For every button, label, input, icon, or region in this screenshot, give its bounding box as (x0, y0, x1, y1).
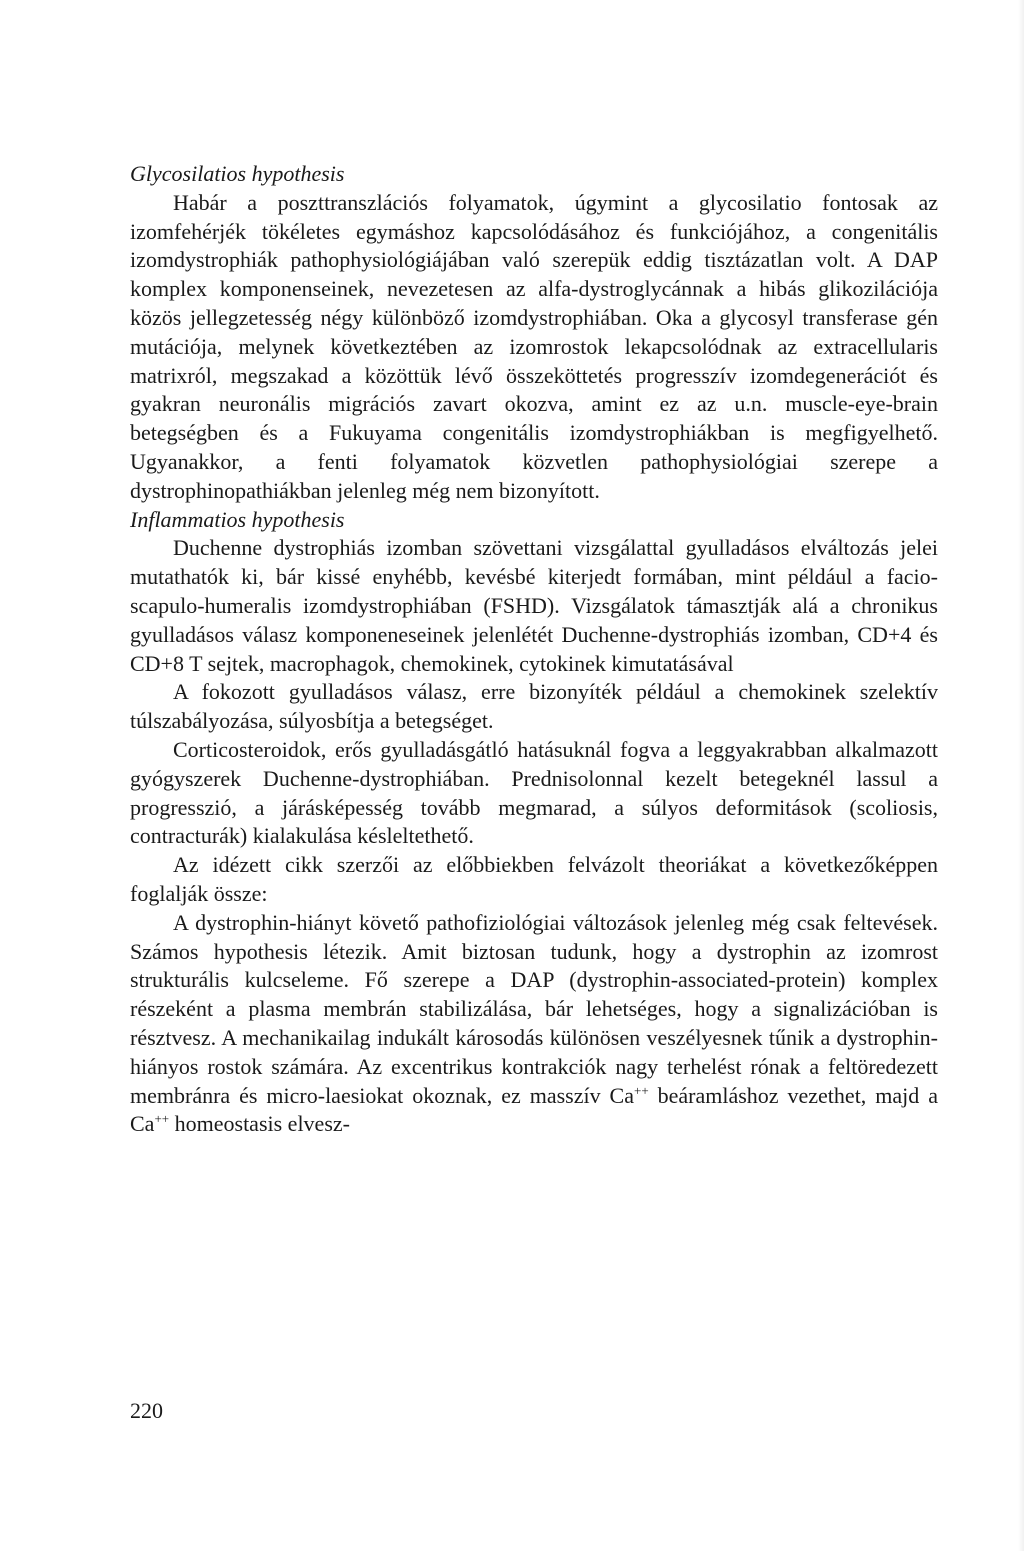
paragraph-inflammatios-1: Duchenne dystrophiás izomban szövettani vizsgálattal gyulladásos elváltozás jelei mutathatók ki, bár kissé enyhébb, kevésbé kiterjedt formában, mint például a facio-scapulo-humeralis izomdystrophiában (FSHD). Vizsgálatok támasztják alá a chronikus gyulladásos válasz komponeneseinek jelenlétét Duchenne-dystrophiás izomban, CD+4 és CD+8 T sejtek, macrophagok, chemokinek, cytokinek kimutatásával (130, 535, 938, 676)
calcium-charge-superscript: ++ (154, 1111, 170, 1127)
paragraph-summary (130, 909, 938, 1139)
paragraph-inflammatios-3: Corticosteroidok, erős gyulladásgátló hatásuknál fogva a leggyakrabban alkalmazott gyógyszerek Duchenne-dystrophiában. Prednisolonnal kezelt betegeknél lassul a progresszió, a járásképesség tovább megmarad, a súlyos deformitások (scoliosis, contracturák) kialakulása késleltethető. (130, 736, 938, 849)
calcium-charge-superscript: ++ (633, 1082, 649, 1098)
section-heading-inflammatios: Inflammatios hypothesis (130, 506, 345, 532)
scan-edge-shadow (1018, 0, 1024, 1551)
summary-text-1: A dystrophin-hiányt követő pathofiziológiai változások jelenleg még csak feltevések. Számos hypothesis létezik. Amit biztosan tudunk, hogy a dystrophin az izomrost strukturális kulcseleme. Fő szerepe a DAP (dystrophin-associated-protein) komplex részeként a plasma membrán stabilizálása, bár lehetséges, hogy a signalizációban is résztvesz. A mechanikailag indukált károsodás különösen veszélyesnek tűnik a dystrophin-hiányos rostok számára. Az excentrikus kontrakciók nagy terhelést rónak a feltöredezett membránra és micro-laesiokat okoznak, ez masszív Ca (130, 909, 938, 1108)
paragraph-glycosilatios: Habár a poszttranszlációs folyamatok, úgymint a glycosilatio fontosak az izomfehérjék tökéletes egymáshoz kapcsolódásához és funkciójához, a congenitális izomdystrophiák pathophysiológiájában való szerepük eddig tisztázatlan volt. A DAP komplex komponenseinek, nevezetesen az alfa-dystroglycánnak a hibás glikozilációja közös jellegzetesség négy különböző izomdystrophiában. Oka a glycosyl transferase gén mutációja, melynek következtében az izomrostok lekapcsolódnak az extracellularis matrixról, megszakad a közöttük lévő összeköttetés progresszív izomdegenerációt és gyakran neuronális migrációs zavart okozva, amint ez az u.n. muscle-eye-brain betegségben és a Fukuyama congenitális izomdystrophiákban is megfigyelhető. Ugyanakkor, a fenti folyamatok közvetlen pathophysiológiai szerepe a dystrophinopathiákban jelenleg még nem bizonyított. (130, 189, 938, 503)
paragraph-inflammatios-4: Az idézett cikk szerzői az előbbiekben felvázolt theoriákat a következőképpen foglalják össze: (130, 852, 938, 906)
paragraph-inflammatios-2: A fokozott gyulladásos válasz, erre bizonyíték például a chemokinek szelektív túlszabályozása, súlyosbítja a betegséget. (130, 679, 938, 734)
summary-text-3: homeostasis elvesz- (169, 1111, 350, 1137)
page-number: 220 (130, 1398, 163, 1423)
summary-text-2: beáramláshoz vezethet, majd a Ca (130, 1082, 938, 1137)
section-heading-glycosilatios: Glycosilatios hypothesis (130, 161, 345, 186)
page-body (130, 160, 938, 1139)
